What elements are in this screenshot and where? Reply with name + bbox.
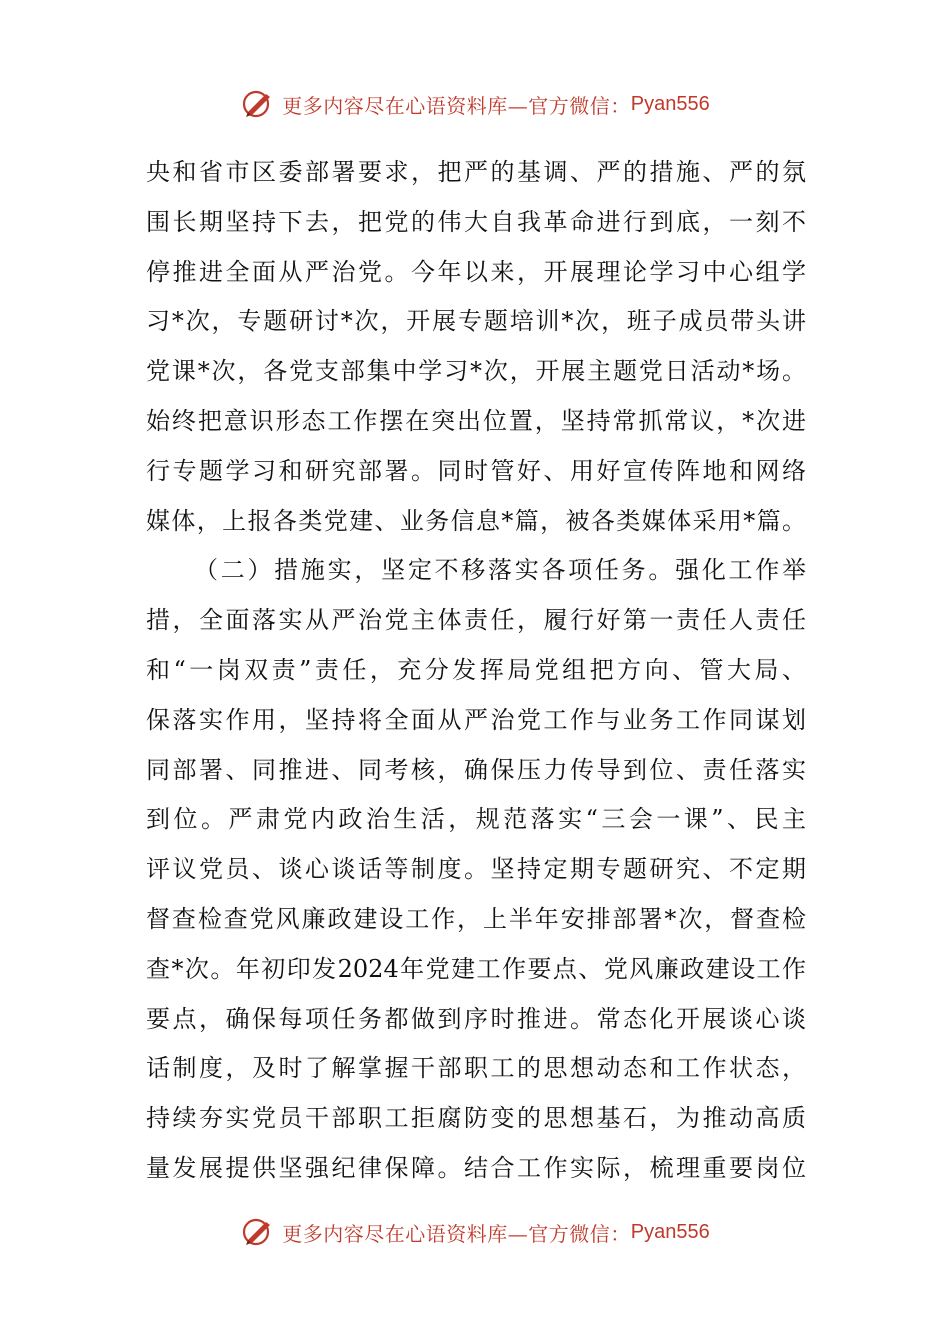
footer-watermark (0, 1212, 950, 1252)
text-line: 评议党员、谈心谈话等制度。坚持定期专题研究、不定期 (146, 855, 806, 884)
text-line: 查*次。年初印发2024年党建工作要点、党风廉政建设工作 (146, 954, 806, 983)
pen-logo-icon (240, 86, 276, 122)
text-line: 习*次，专题研讨*次，开展专题培训*次，班子成员带头讲 (146, 307, 806, 336)
text-line: 围长期坚持下去，把党的伟大自我革命进行到底，一刻不 (146, 207, 806, 236)
text-line: 要点，确保每项任务都做到序时推进。常态化开展谈心谈 (146, 1004, 806, 1033)
watermark-text: 更多内容尽在心语资料库—官方微信： (282, 93, 631, 118)
text-line: 央和省市区委部署要求，把严的基调、严的措施、严的氛 (146, 158, 806, 186)
text-line: 保落实作用，坚持将全面从严治党工作与业务工作同谋划 (146, 705, 806, 734)
watermark-id: Pyan556 (630, 1220, 710, 1243)
text-line: 行专题学习和研究部署。同时管好、用好宣传阵地和网络 (146, 456, 806, 485)
watermark-text: 更多内容尽在心语资料库—官方微信： (282, 1221, 631, 1246)
text-line: 话制度，及时了解掌握干部职工的思想动态和工作状态， (146, 1054, 806, 1083)
pen-logo-icon (240, 1214, 276, 1250)
text-line: 媒体，上报各类党建、业务信息*篇，被各类媒体采用*篇。 (146, 506, 806, 535)
watermark-id: Pyan556 (630, 92, 710, 115)
text-line: 停推进全面从严治党。今年以来，开展理论学习中心组学 (146, 257, 806, 286)
text-line: 持续夯实党员干部职工拒腐防变的思想基石，为推动高质 (146, 1104, 806, 1133)
text-line: 措，全面落实从严治党主体责任，履行好第一责任人责任 (146, 606, 806, 635)
document-body (146, 148, 806, 1194)
header-watermark (0, 84, 950, 124)
text-line: （二）措施实，坚定不移落实各项任务。强化工作举 (194, 556, 806, 585)
text-line: 同部署、同推进、同考核，确保压力传导到位、责任落实 (146, 755, 806, 784)
text-line: 始终把意识形态工作摆在突出位置，坚持常抓常议，*次进 (146, 406, 806, 435)
text-line: 党课*次，各党支部集中学习*次，开展主题党日活动*场。 (146, 357, 806, 386)
text-line: 和“一岗双责”责任，充分发挥局党组把方向、管大局、 (146, 655, 806, 684)
text-line: 督查检查党风廉政建设工作，上半年安排部署*次，督查检 (146, 904, 806, 933)
text-line: 量发展提供坚强纪律保障。结合工作实际，梳理重要岗位 (146, 1153, 806, 1182)
text-line: 到位。严肃党内政治生活，规范落实“三会一课”、民主 (146, 805, 806, 834)
